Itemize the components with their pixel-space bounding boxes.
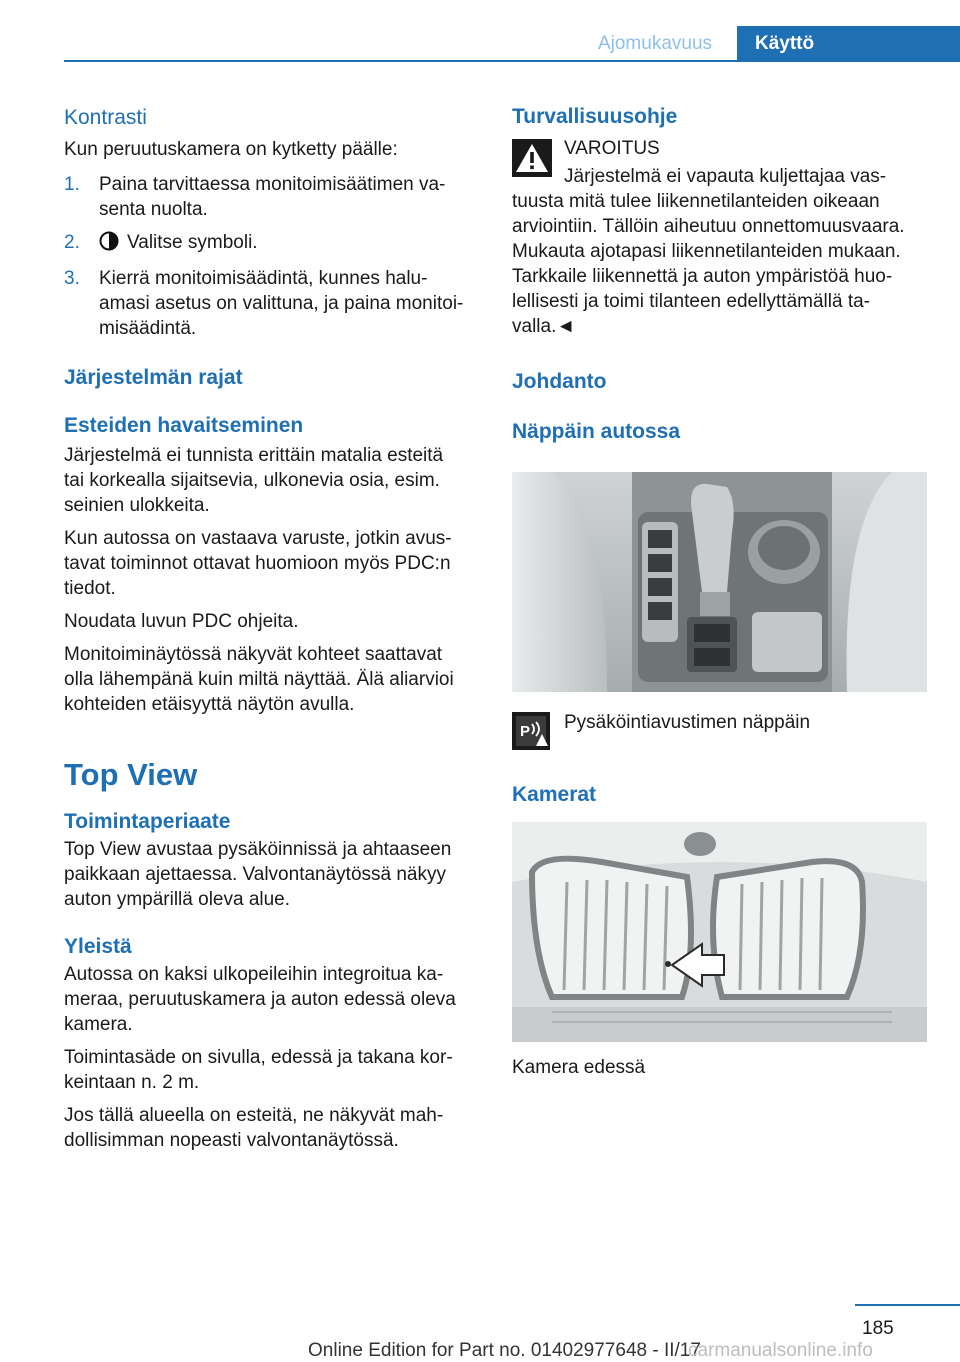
warning-triangle-icon (512, 139, 552, 177)
heading-turvallisuusohje: Turvallisuusohje (512, 105, 678, 128)
header-tab: Käyttö (737, 26, 960, 62)
watermark: carmanualsonline.info (688, 1340, 873, 1361)
text-line: seinien ulokkeita. (64, 495, 210, 516)
heading-nappain: Näppäin autossa (512, 420, 681, 443)
text-line: auton ympärillä oleva alue. (64, 889, 291, 910)
parking-assist-icon (512, 712, 550, 750)
esteet-paragraph-3 (64, 609, 484, 634)
step-text: Kierrä monitoimisäädintä, kunnes halu- (99, 268, 428, 289)
text-line: keintaan n. 2 m. (64, 1072, 200, 1093)
text-line: Noudata luvun PDC ohjeita. (64, 611, 299, 632)
text-line: olla lähempänä kuin miltä näyttää. Älä aliarvioi (64, 669, 454, 690)
text-line: Jos tällä alueella on esteitä, ne näkyvät mah- (64, 1105, 444, 1126)
text-line: valla.◄ (512, 316, 576, 337)
text-line: kamera. (64, 1014, 133, 1035)
esteet-paragraph-2 (64, 526, 484, 601)
text-line: paikkaan ajettaessa. Valvontanäytössä näkyy (64, 864, 446, 885)
step-text: Paina tarvittaessa monitoimisäätimen va- (99, 174, 446, 195)
text-line: meraa, peruutuskamera ja auton edessä oleva (64, 989, 456, 1010)
text-line: arviointiin. Tällöin aiheutuu onnettomuusvaara. (512, 216, 905, 237)
yleista-paragraph-1 (64, 962, 484, 1037)
toiminta-paragraph (64, 837, 484, 912)
text-line: Top View avustaa pysäköinnissä ja ahtaaseen (64, 839, 452, 860)
heading-esteet: Esteiden havaitseminen (64, 414, 304, 437)
half-circle-icon (99, 231, 119, 258)
text-line: Järjestelmä ei vapauta kuljettajaa vas- (564, 166, 887, 187)
text-line: Järjestelmä ei tunnista erittäin matalia esteitä (64, 445, 444, 466)
yleista-paragraph-2 (64, 1045, 484, 1095)
text-line: dollisimman nopeasti valvontanäytössä. (64, 1130, 399, 1151)
text-line: tuusta mitä tulee liikennetilanteiden oikeaan (512, 191, 880, 212)
step-text: misäädintä. (99, 318, 197, 339)
text-line: lellisesti ja toimi tilanteen edellyttämällä ta- (512, 291, 870, 312)
console-photo (512, 472, 927, 692)
heading-kamerat: Kamerat (512, 783, 597, 806)
header-section-title: Ajomukavuus (597, 33, 713, 54)
heading-yleista: Yleistä (64, 935, 132, 958)
warning-label: VAROITUS (564, 138, 660, 159)
esteet-paragraph-1 (64, 443, 484, 518)
text-line: Kun autossa on vastaava varuste, jotkin avus- (64, 528, 452, 549)
step-number: 1. (64, 174, 80, 195)
svg-text:P: P (520, 723, 531, 740)
step-1 (64, 172, 484, 222)
left-column (64, 105, 484, 1153)
step-3 (64, 266, 484, 341)
step-text: amasi asetus on valittuna, ja paina monitoi- (99, 293, 464, 314)
text-line: Monitoiminäytössä näkyvät kohteet saattavat (64, 644, 443, 665)
warning-block (512, 136, 932, 339)
text-line: tai korkealla sijaitsevia, ulkonevia osia, esim. (64, 470, 440, 491)
heading-kontrasti: Kontrasti (64, 106, 147, 129)
button-caption: Pysäköintiavustimen näppäin (564, 712, 811, 733)
text-line: Toimintasäde on sivulla, edessä ja takana kor- (64, 1047, 453, 1068)
heading-rajat: Järjestelmän rajat (64, 366, 243, 389)
heading-top-view: Top View (64, 757, 198, 792)
step-text: Valitse symboli. (127, 232, 258, 253)
text-line: Mukauta ajotapasi liikennetilanteiden mukaan. (512, 241, 901, 262)
text-line: kohteiden etäisyyttä näytön avulla. (64, 694, 355, 715)
camera-caption: Kamera edessä (512, 1057, 646, 1078)
step-2 (64, 230, 484, 258)
right-column (512, 104, 932, 445)
text-line: Tarkkaile liikennettä ja auton ympäristöä huo- (512, 266, 893, 287)
heading-toimintaperiaate: Toimintaperiaate (64, 810, 231, 833)
kontrasti-intro: Kun peruutuskamera on kytketty päälle: (64, 139, 398, 160)
text-line: tiedot. (64, 578, 116, 599)
text-line: Autossa on kaksi ulkopeileihin integroitua ka- (64, 964, 444, 985)
step-number: 3. (64, 268, 80, 289)
heading-johdanto: Johdanto (512, 370, 607, 393)
footer-rule (855, 1304, 960, 1306)
esteet-paragraph-4 (64, 642, 484, 717)
text-line: tavat toiminnot ottavat huomioon myös PDC:n (64, 553, 451, 574)
page-number: 185 (862, 1318, 894, 1339)
step-text: senta nuolta. (99, 199, 208, 220)
yleista-paragraph-3 (64, 1103, 484, 1153)
edition-text: Online Edition for Part no. 01402977648 - II/17 (308, 1340, 701, 1361)
front-camera-photo (512, 822, 927, 1042)
header-rule (64, 60, 960, 62)
step-number: 2. (64, 232, 80, 253)
